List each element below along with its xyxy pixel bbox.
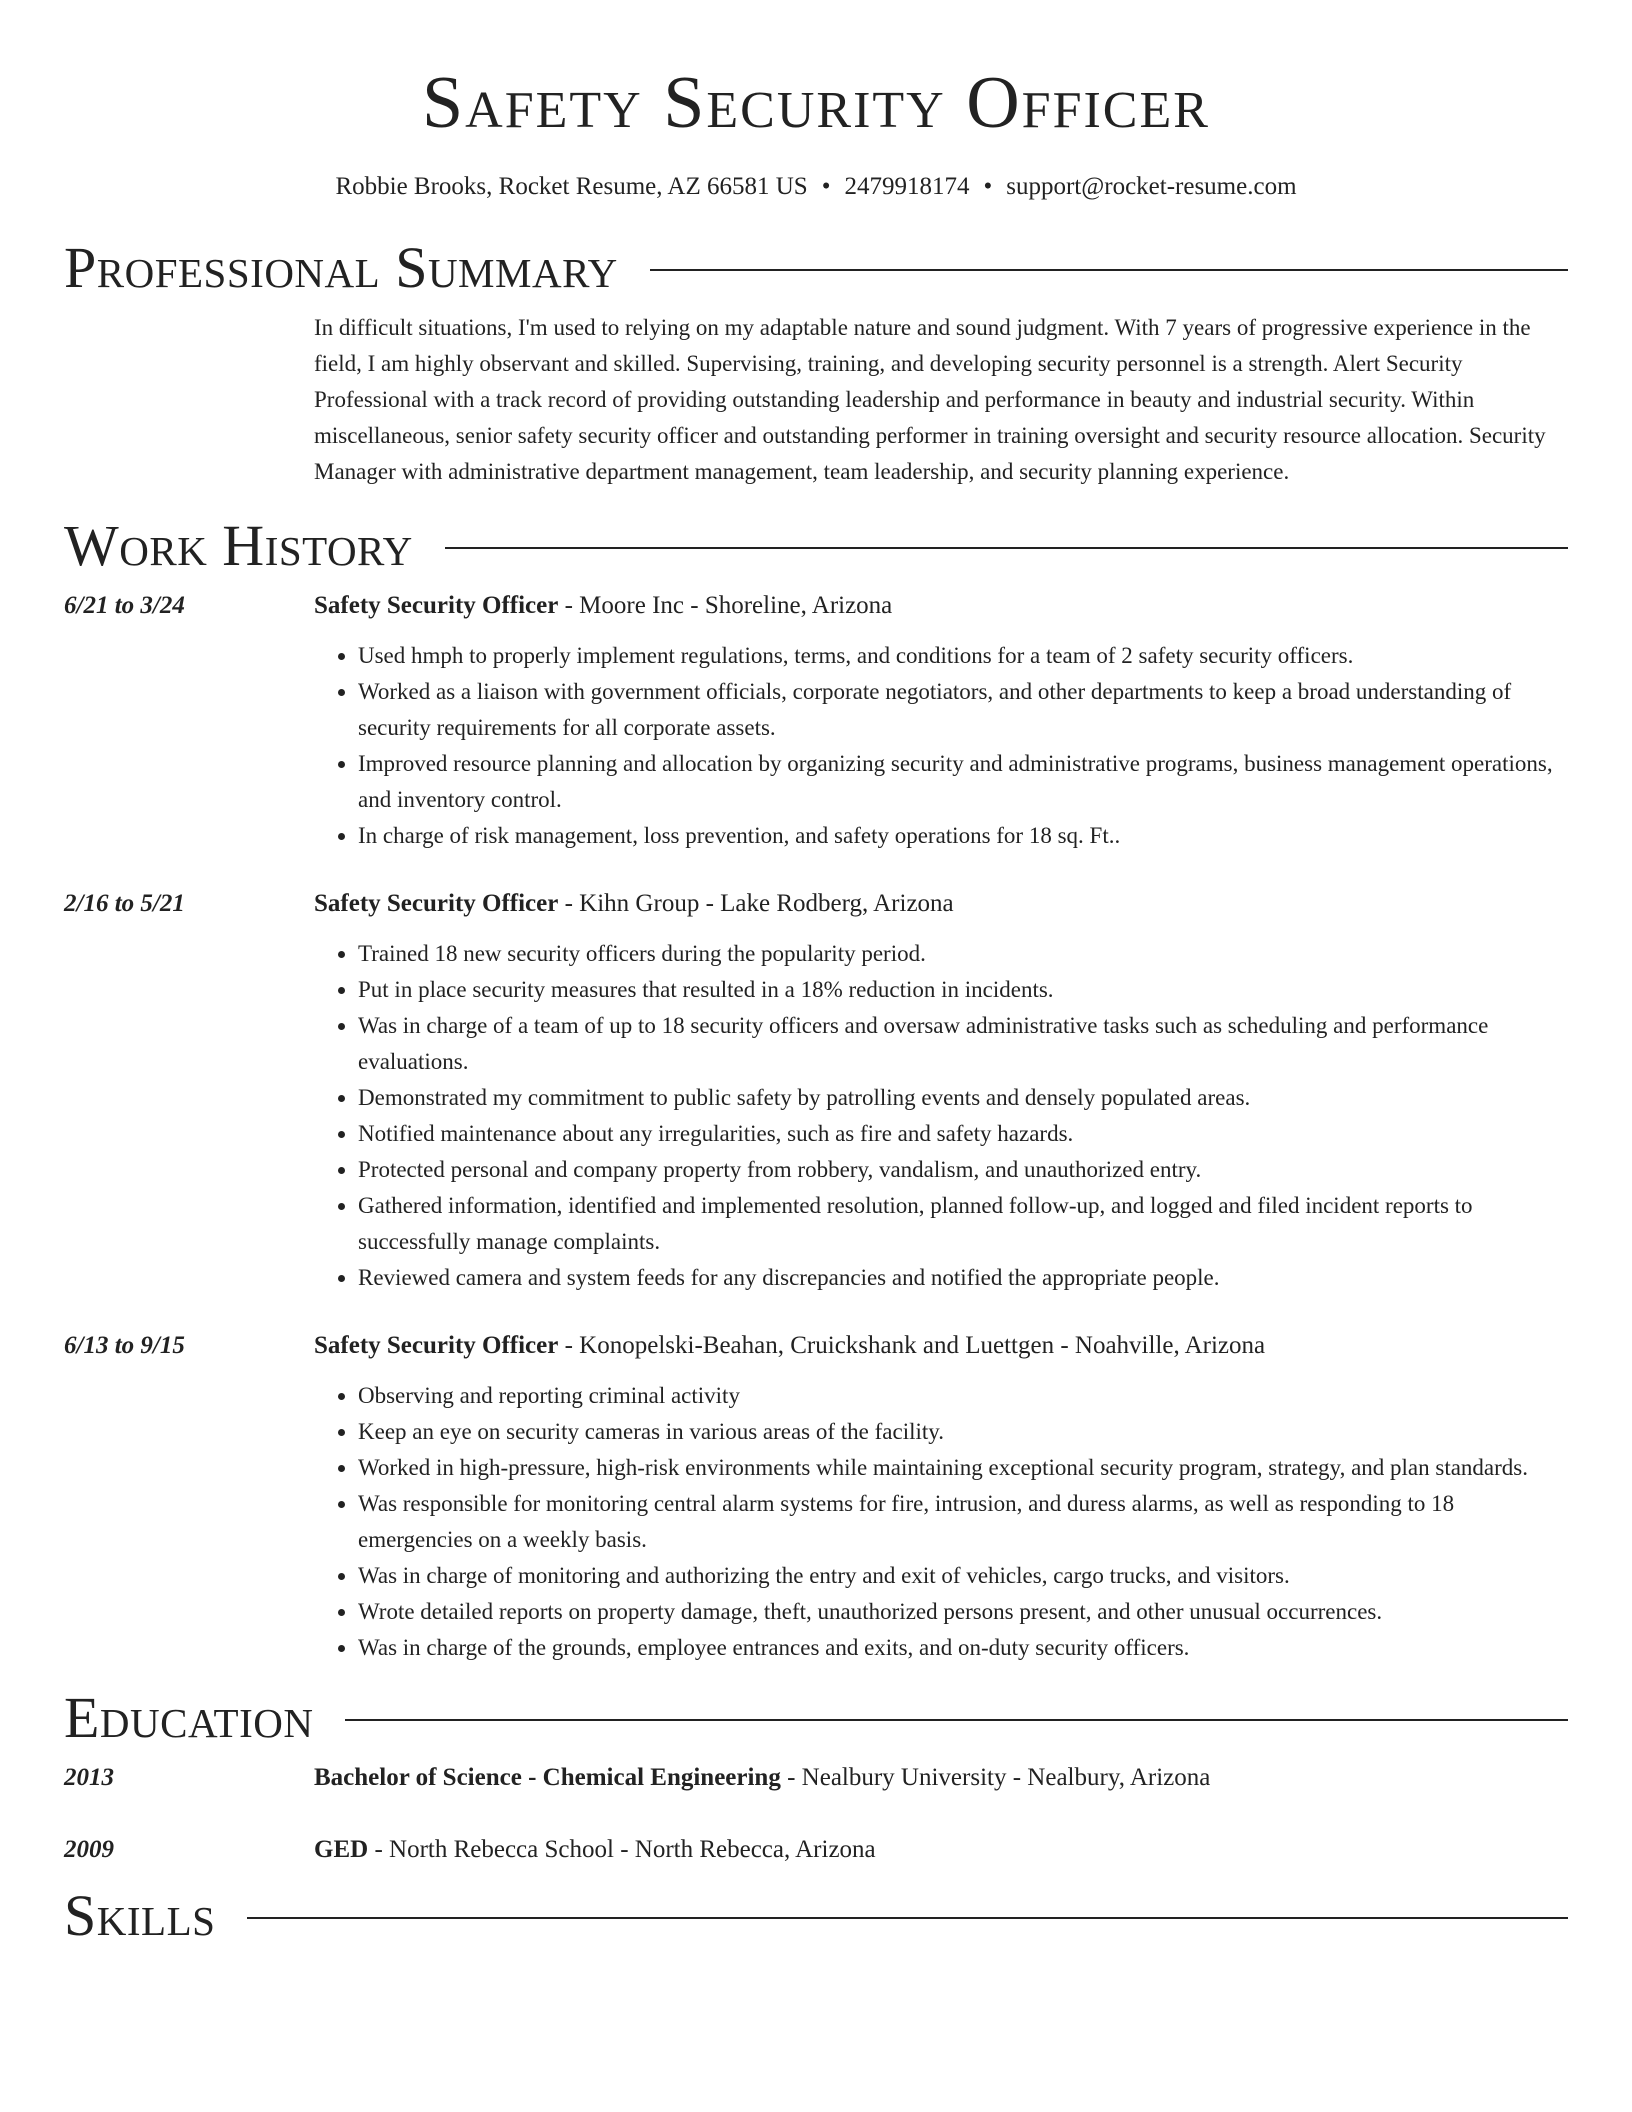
education-body: [314, 1834, 1568, 1866]
section-rule: [345, 1719, 1568, 1721]
job-body: [314, 590, 1568, 854]
job-title: Safety Security Officer: [314, 890, 559, 917]
job-entry: [64, 590, 1568, 854]
contact-separator: •: [821, 173, 831, 200]
education-entry: [64, 1762, 1568, 1794]
job-headline: [314, 590, 1568, 622]
list-item: • Demonstrated my commitment to public safety by patrolling events and densely populated areas.: [358, 1080, 1568, 1116]
education-body: [314, 1762, 1568, 1794]
list-item: • Protected personal and company property from robbery, vandalism, and unauthorized entry.: [358, 1152, 1568, 1188]
section-rule: [247, 1917, 1568, 1919]
education-year: 2009: [64, 1836, 114, 1863]
section-header-skills: [64, 1884, 1568, 1948]
education-headline: [314, 1834, 1568, 1866]
section-title-education: Education: [64, 1685, 314, 1750]
contact-address: Robbie Brooks, Rocket Resume, AZ 66581 US: [335, 173, 808, 200]
job-body: [314, 1330, 1568, 1666]
section-title-summary: Professional Summary: [64, 235, 618, 300]
education-degree: GED: [314, 1836, 369, 1863]
section-header-work-history: [64, 514, 1568, 578]
education-year: 2013: [64, 1764, 114, 1791]
education-entry: [64, 1834, 1568, 1866]
section-title-work-history: Work History: [64, 513, 413, 578]
list-item: • Improved resource planning and allocation by organizing security and administrative programs, business management operations, and inventory control.: [358, 746, 1568, 818]
summary-text: In difficult situations, I'm used to relying on my adaptable nature and sound judgment. With 7 years of progressive experience in the field, I am highly observant and skilled. Supervising, training, and developing security personnel is a strength. Alert Security Professional with a track record of providing outstanding leadership and performance in beauty and industrial security. Within miscellaneous, senior safety security officer and outstanding performer in training oversight and security resource allocation. Security Manager with administrative department management, team leadership, and security planning experience.: [314, 315, 1546, 484]
job-headline: [314, 1330, 1568, 1362]
section-header-education: [64, 1686, 1568, 1750]
list-item: • Was in charge of monitoring and authorizing the entry and exit of vehicles, cargo trucks, and visitors.: [358, 1558, 1568, 1594]
job-dates: 6/21 to 3/24: [64, 592, 185, 619]
list-item: • Gathered information, identified and implemented resolution, planned follow-up, and logged and filed incident reports to successfully manage complaints.: [358, 1188, 1568, 1260]
job-dates: 6/13 to 9/15: [64, 1332, 185, 1359]
job-entry: [64, 888, 1568, 1296]
list-item: • Was in charge of a team of up to 18 security officers and oversaw administrative tasks such as scheduling and performance evaluations.: [358, 1008, 1568, 1080]
list-item: • Used hmph to properly implement regulations, terms, and conditions for a team of 2 safety security officers.: [358, 638, 1568, 674]
list-item: • Trained 18 new security officers during the popularity period.: [358, 936, 1568, 972]
list-item: • Notified maintenance about any irregularities, such as fire and safety hazards.: [358, 1116, 1568, 1152]
contact-separator: •: [983, 173, 993, 200]
section-header-summary: [64, 236, 1568, 300]
job-details: - Kihn Group - Lake Rodberg, Arizona: [558, 890, 954, 917]
job-entry: [64, 1330, 1568, 1666]
list-item: • In charge of risk management, loss prevention, and safety operations for 18 sq. Ft..: [358, 818, 1568, 854]
section-title-skills: Skills: [64, 1883, 216, 1948]
list-item: • Wrote detailed reports on property damage, theft, unauthorized persons present, and other unusual occurrences.: [358, 1594, 1568, 1630]
resume-title: Safety Security Officer: [422, 62, 1210, 144]
list-item: • Worked in high-pressure, high-risk environments while maintaining exceptional security program, strategy, and plan standards.: [358, 1450, 1568, 1486]
job-details: - Konopelski-Beahan, Cruickshank and Luettgen - Noahville, Arizona: [558, 1332, 1266, 1359]
contact-line: [64, 172, 1568, 202]
job-title: Safety Security Officer: [314, 1332, 559, 1359]
job-bullets: [314, 1378, 1568, 1666]
list-item: • Was in charge of the grounds, employee entrances and exits, and on-duty security officers.: [358, 1630, 1568, 1666]
education-headline: [314, 1762, 1568, 1794]
list-item: • Put in place security measures that resulted in a 18% reduction in incidents.: [358, 972, 1568, 1008]
list-item: • Reviewed camera and system feeds for any discrepancies and notified the appropriate people.: [358, 1260, 1568, 1296]
education-details: - Nealbury University - Nealbury, Arizona: [780, 1764, 1211, 1791]
job-title: Safety Security Officer: [314, 592, 559, 619]
job-details: - Moore Inc - Shoreline, Arizona: [558, 592, 893, 619]
section-rule: [445, 547, 1568, 549]
job-headline: [314, 888, 1568, 920]
job-dates: 2/16 to 5/21: [64, 890, 185, 917]
education-degree: Bachelor of Science - Chemical Engineering: [314, 1764, 781, 1791]
contact-phone: 2479918174: [844, 173, 970, 200]
section-rule: [650, 269, 1568, 271]
education-details: - North Rebecca School - North Rebecca, Arizona: [368, 1836, 876, 1863]
contact-email: support@rocket-resume.com: [1006, 173, 1297, 200]
list-item: • Keep an eye on security cameras in various areas of the facility.: [358, 1414, 1568, 1450]
list-item: • Observing and reporting criminal activity: [358, 1378, 1568, 1414]
job-body: [314, 888, 1568, 1296]
job-bullets: [314, 936, 1568, 1296]
job-bullets: [314, 638, 1568, 854]
list-item: • Was responsible for monitoring central alarm systems for fire, intrusion, and duress alarms, as well as responding to 18 emergencies on a weekly basis.: [358, 1486, 1568, 1558]
list-item: • Worked as a liaison with government officials, corporate negotiators, and other departments to keep a broad understanding of security requirements for all corporate assets.: [358, 674, 1568, 746]
